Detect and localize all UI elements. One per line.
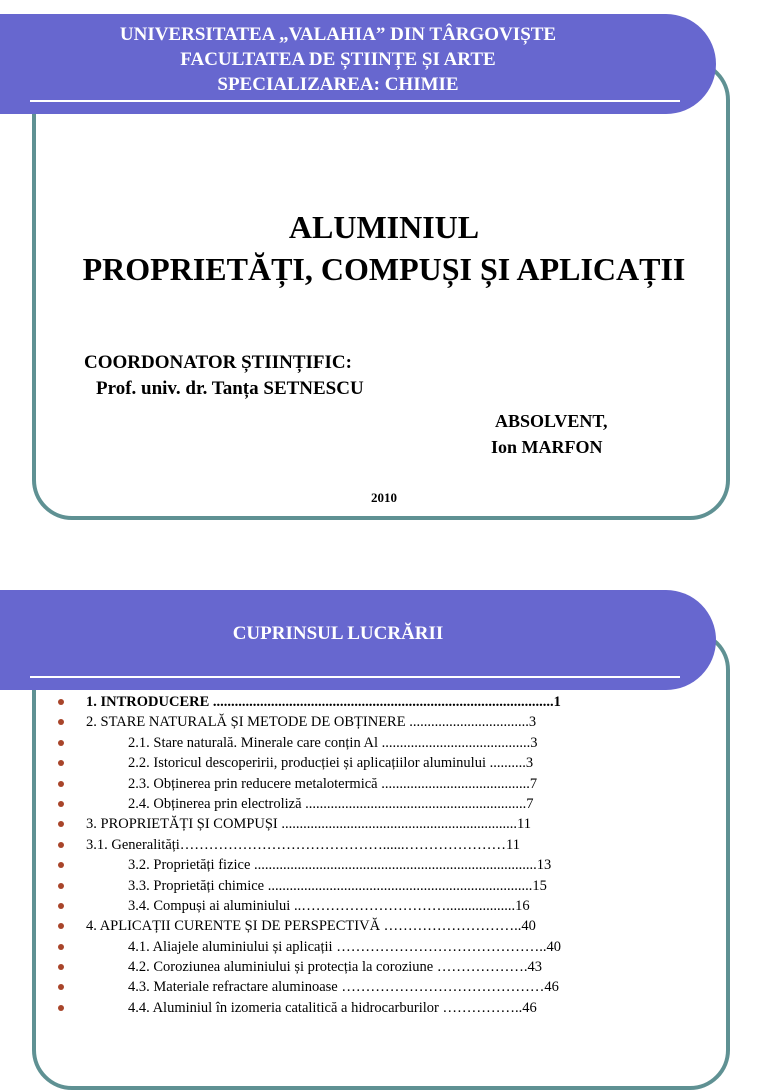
toc-entry bbox=[58, 957, 658, 977]
toc-entry bbox=[58, 794, 658, 814]
graduate-name: Ion MARFON bbox=[491, 437, 603, 457]
toc-entry bbox=[58, 896, 658, 916]
bullet-icon bbox=[58, 903, 64, 909]
toc-entry-text: 2.3. Obținerea prin reducere metalotermică .........................................7 bbox=[128, 775, 538, 792]
toc-entry-text: 2.4. Obținerea prin electroliză .............................................................7 bbox=[128, 795, 534, 812]
year: 2010 bbox=[371, 490, 397, 505]
toc-entry bbox=[58, 937, 658, 957]
toc-entry-text: 4. APLICAȚII CURENTE ȘI DE PERSPECTIVĂ ………………………..40 bbox=[86, 918, 536, 935]
title-line-2: PROPRIETĂȚI, COMPUȘI ȘI APLICAȚII bbox=[82, 251, 686, 287]
bullet-icon bbox=[58, 944, 64, 950]
bullet-icon bbox=[58, 862, 64, 868]
graduate-label: ABSOLVENT, bbox=[495, 411, 608, 431]
toc-entry bbox=[58, 692, 658, 712]
faculty-name: FACULTATEA DE ȘTIINȚE ȘI ARTE bbox=[180, 49, 496, 70]
bullet-icon bbox=[58, 984, 64, 990]
toc-entry-text: 2. STARE NATURALĂ ȘI METODE DE OBȚINERE .................................3 bbox=[86, 714, 537, 731]
bullet-icon bbox=[58, 699, 64, 705]
banner-rule bbox=[30, 676, 680, 678]
toc-entry-text: 3.1. Generalități……………………………………......…………………11 bbox=[86, 836, 521, 853]
title-line-1: ALUMINIUL bbox=[288, 209, 480, 245]
toc-entry bbox=[58, 753, 658, 773]
toc-entry-text: 4.4. Aluminiul în izomeria catalitică a hidrocarburilor ……………..46 bbox=[128, 999, 537, 1016]
bullet-icon bbox=[58, 883, 64, 889]
toc-entry bbox=[58, 876, 658, 896]
bullet-icon bbox=[58, 821, 64, 827]
toc-entry-text: 3.2. Proprietăți fizice ..............................................................................13 bbox=[128, 857, 552, 874]
coordinator-block bbox=[84, 350, 364, 402]
bullet-icon bbox=[58, 801, 64, 807]
toc-header-banner bbox=[0, 590, 716, 690]
bullet-icon bbox=[58, 923, 64, 929]
cover-frame bbox=[32, 60, 730, 520]
coordinator-label: COORDONATOR ȘTIINȚIFIC: bbox=[84, 352, 352, 373]
thesis-title bbox=[0, 206, 768, 290]
bullet-icon bbox=[58, 1005, 64, 1011]
toc-entry-text: 3.3. Proprietăți chimice .........................................................................15 bbox=[128, 877, 547, 894]
bullet-icon bbox=[58, 760, 64, 766]
toc-entry-text: 4.2. Coroziunea aluminiului și protecția la coroziune ……………….43 bbox=[128, 959, 542, 976]
toc-entry-text: 4.1. Aliajele aluminiului și aplicații ……………………………………..40 bbox=[128, 938, 561, 955]
bullet-icon bbox=[58, 842, 64, 848]
toc-entry bbox=[58, 733, 658, 753]
bullet-icon bbox=[58, 719, 64, 725]
toc-heading: CUPRINSUL LUCRĂRII bbox=[232, 623, 444, 644]
university-name: UNIVERSITATEA „VALAHIA” DIN TÂRGOVIȘTE bbox=[119, 24, 557, 45]
toc-entry bbox=[58, 774, 658, 794]
toc-entry bbox=[58, 835, 658, 855]
toc-entry bbox=[58, 855, 658, 875]
toc-entry bbox=[58, 977, 658, 997]
toc-entry bbox=[58, 712, 658, 732]
toc-entry bbox=[58, 814, 658, 834]
toc-entry-text: 3.4. Compuși ai aluminiului ..…………………………...................16 bbox=[128, 897, 530, 914]
graduate-block bbox=[491, 408, 608, 460]
bullet-icon bbox=[58, 781, 64, 787]
toc-entry-text: 1. INTRODUCERE ..............................................................................................1 bbox=[86, 694, 561, 710]
toc-entry-text: 3. PROPRIETĂȚI ȘI COMPUȘI .................................................................11 bbox=[86, 816, 531, 833]
toc-entry-text: 2.1. Stare naturală. Minerale care conțin Al .........................................3 bbox=[128, 734, 538, 751]
cover-header-banner bbox=[0, 14, 716, 114]
toc-entry bbox=[58, 916, 658, 936]
coordinator-name: Prof. univ. dr. Tanța SETNESCU bbox=[96, 378, 364, 399]
banner-rule bbox=[30, 100, 680, 102]
toc-list bbox=[58, 692, 658, 1018]
bullet-icon bbox=[58, 740, 64, 746]
bullet-icon bbox=[58, 964, 64, 970]
toc-entry-text: 4.3. Materiale refractare aluminoase ……………………………………46 bbox=[128, 979, 559, 996]
specialization: SPECIALIZAREA: CHIMIE bbox=[217, 74, 459, 95]
toc-entry bbox=[58, 998, 658, 1018]
toc-entry-text: 2.2. Istoricul descoperirii, producției și aplicațiilor aluminului ..........3 bbox=[128, 755, 534, 772]
